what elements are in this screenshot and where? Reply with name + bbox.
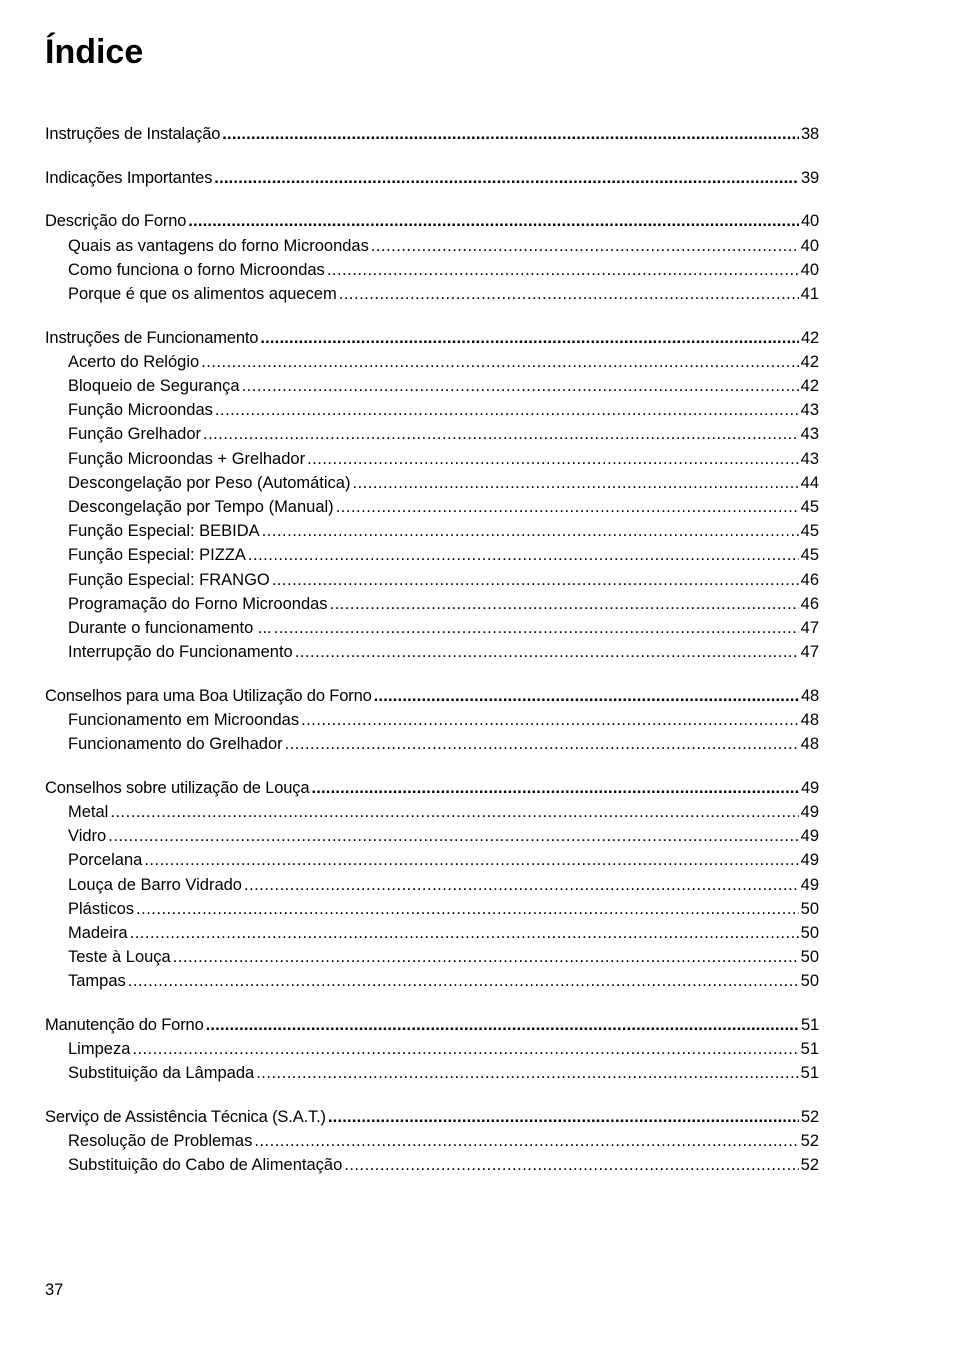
dot-leader	[254, 1132, 798, 1151]
toc-entry[interactable]	[45, 401, 819, 425]
dot-leader	[242, 377, 799, 396]
toc-entry[interactable]	[45, 803, 819, 827]
toc-entry-page: 42	[800, 377, 819, 395]
dot-leader	[248, 546, 799, 565]
toc-entry-page: 41	[800, 284, 819, 303]
toc-entry-page: 43	[800, 425, 819, 444]
toc-section	[45, 212, 819, 309]
toc-entry[interactable]	[45, 522, 819, 546]
toc-section	[45, 329, 819, 668]
toc-section	[45, 687, 819, 760]
toc-entry[interactable]	[45, 595, 819, 619]
toc-entry-page: 44	[800, 473, 819, 492]
toc-entry-title: Tampas	[68, 972, 126, 991]
toc-section	[45, 169, 819, 193]
toc-entry[interactable]	[45, 571, 819, 595]
toc-entry-page: 52	[800, 1132, 819, 1151]
toc-entry-page: 38	[800, 125, 819, 143]
toc-entry-title: Função Especial: BEBIDA	[68, 522, 260, 541]
toc-section-heading[interactable]	[45, 687, 819, 711]
toc-entry[interactable]	[45, 735, 819, 759]
toc-entry[interactable]	[45, 851, 819, 875]
dot-leader	[274, 619, 799, 638]
toc-entry-page: 52	[800, 1156, 819, 1175]
dot-leader	[222, 125, 799, 144]
page-title: Índice	[45, 33, 144, 71]
toc-entry[interactable]	[45, 924, 819, 948]
toc-entry-title: Descongelação por Tempo (Manual)	[68, 497, 334, 516]
dot-leader	[260, 329, 799, 348]
toc-entry-title: Madeira	[68, 923, 128, 942]
toc-entry[interactable]	[45, 972, 819, 996]
dot-leader	[374, 687, 799, 706]
toc-entry-page: 50	[800, 899, 819, 918]
dot-leader	[301, 711, 799, 730]
dot-leader	[136, 900, 799, 919]
dot-leader	[256, 1064, 798, 1083]
toc-entry-title: Quais as vantagens do forno Microondas	[68, 236, 369, 255]
toc-entry-title: Função Especial: FRANGO	[68, 570, 270, 589]
toc-section	[45, 1016, 819, 1089]
toc-entry[interactable]	[45, 619, 819, 643]
toc-entry-title: Programação do Forno Microondas	[68, 594, 328, 613]
toc-entry-page: 48	[800, 710, 819, 729]
dot-leader	[330, 595, 799, 614]
dot-leader	[371, 237, 799, 256]
dot-leader	[244, 876, 799, 895]
dot-leader	[214, 169, 799, 188]
dot-leader	[272, 571, 799, 590]
dot-leader	[203, 425, 799, 444]
toc-entry[interactable]	[45, 353, 819, 377]
toc-entry-title: Como funciona o forno Microondas	[68, 260, 325, 279]
toc-entry-page: 49	[800, 875, 819, 894]
toc-entry[interactable]	[45, 425, 819, 449]
toc-entry-page: 50	[800, 972, 819, 991]
dot-leader	[173, 948, 799, 967]
toc-entry-title: Conselhos sobre utilização de Louça	[45, 778, 310, 797]
toc-entry-page: 43	[800, 401, 819, 420]
toc-section	[45, 1108, 819, 1181]
toc-entry-page: 40	[800, 260, 819, 279]
toc-entry[interactable]	[45, 1064, 819, 1088]
toc-entry-page: 43	[800, 449, 819, 468]
toc-entry-page: 52	[800, 1108, 819, 1127]
toc-section	[45, 125, 819, 149]
toc-entry-title: Instruções de Funcionamento	[45, 328, 259, 347]
toc-entry[interactable]	[45, 450, 819, 474]
toc-entry-page: 49	[800, 851, 819, 870]
toc-entry-title: Porque é que os alimentos aquecem	[68, 284, 337, 303]
toc-entry-page: 47	[800, 643, 819, 662]
toc-entry-page: 51	[800, 1040, 819, 1059]
dot-leader	[344, 1156, 798, 1175]
table-of-contents	[45, 125, 819, 1200]
toc-entry[interactable]	[45, 1156, 819, 1180]
dot-leader	[132, 1040, 798, 1059]
toc-entry[interactable]	[45, 876, 819, 900]
dot-leader	[201, 353, 798, 372]
toc-section	[45, 779, 819, 997]
toc-entry[interactable]	[45, 237, 819, 261]
toc-entry-title: Indicações Importantes	[45, 168, 213, 187]
toc-entry-page: 39	[800, 168, 819, 187]
toc-entry-title: Função Microondas + Grelhador	[68, 449, 306, 468]
toc-entry-title: Resolução de Problemas	[68, 1132, 253, 1151]
toc-entry[interactable]	[45, 285, 819, 309]
toc-section-heading[interactable]	[45, 1108, 819, 1132]
toc-entry-title: Substituição do Cabo de Alimentação	[68, 1156, 343, 1175]
toc-entry-page: 45	[800, 497, 819, 516]
toc-entry-page: 48	[800, 735, 819, 754]
dot-leader	[352, 474, 798, 493]
toc-entry[interactable]	[45, 827, 819, 851]
toc-entry-title: Descrição do Forno	[45, 212, 187, 231]
toc-entry[interactable]	[45, 1040, 819, 1064]
toc-entry[interactable]	[45, 546, 819, 570]
toc-entry[interactable]	[45, 948, 819, 972]
toc-entry-page: 46	[800, 594, 819, 613]
toc-entry-title: Bloqueio de Segurança	[68, 377, 240, 395]
toc-entry-title: Interrupção do Funcionamento	[68, 643, 293, 662]
toc-entry-title: Instruções de Instalação	[45, 125, 221, 143]
toc-entry-page: 50	[800, 923, 819, 942]
toc-entry-title: Louça de Barro Vidrado	[68, 875, 242, 894]
toc-entry-page: 45	[800, 522, 819, 541]
toc-entry-page: 47	[800, 618, 819, 637]
dot-leader	[130, 924, 799, 943]
dot-leader	[128, 972, 799, 991]
toc-entry-page: 49	[800, 778, 819, 797]
toc-entry-title: Porcelana	[68, 851, 143, 870]
dot-leader	[307, 450, 799, 469]
toc-entry-page: 45	[800, 546, 819, 565]
toc-entry-title: Limpeza	[68, 1040, 131, 1059]
toc-entry-title: Acerto do Relógio	[68, 352, 200, 371]
toc-section-heading[interactable]	[45, 212, 819, 236]
toc-entry-page: 49	[800, 827, 819, 846]
toc-entry-title: Conselhos para uma Boa Utilização do Forno	[45, 686, 372, 705]
dot-leader	[295, 643, 799, 662]
toc-entry-title: Metal	[68, 803, 109, 821]
toc-entry-title: Função Grelhador	[68, 425, 201, 444]
dot-leader	[336, 498, 799, 517]
dot-leader	[262, 522, 799, 541]
toc-entry[interactable]	[45, 377, 819, 401]
toc-section-heading[interactable]	[45, 779, 819, 803]
toc-entry[interactable]	[45, 498, 819, 522]
toc-entry-title: Vidro	[68, 827, 107, 846]
dot-leader	[110, 803, 798, 822]
toc-entry-page: 51	[800, 1064, 819, 1083]
toc-entry[interactable]	[45, 643, 819, 667]
dot-leader	[144, 851, 798, 870]
toc-entry-title: Função Microondas	[68, 401, 213, 420]
toc-section-heading[interactable]	[45, 329, 819, 353]
toc-entry-title: Teste à Louça	[68, 948, 171, 967]
toc-entry[interactable]	[45, 900, 819, 924]
toc-entry-page: 51	[800, 1016, 819, 1034]
toc-entry-title: Serviço de Assistência Técnica (S.A.T.)	[45, 1108, 326, 1127]
dot-leader	[328, 1108, 799, 1127]
toc-entry-page: 48	[800, 686, 819, 705]
toc-entry[interactable]	[45, 261, 819, 285]
toc-entry-title: Durante o funcionamento ...	[68, 618, 272, 637]
dot-leader	[339, 285, 799, 304]
dot-leader	[215, 401, 799, 420]
dot-leader	[206, 1016, 799, 1035]
dot-leader	[188, 212, 799, 231]
toc-entry[interactable]	[45, 1132, 819, 1156]
toc-entry-title: Função Especial: PIZZA	[68, 546, 246, 565]
toc-entry-page: 40	[800, 212, 819, 231]
toc-entry[interactable]	[45, 711, 819, 735]
toc-entry-title: Manutenção do Forno	[45, 1016, 204, 1034]
toc-entry-page: 50	[800, 948, 819, 967]
toc-section-heading[interactable]	[45, 169, 819, 193]
toc-entry-page: 40	[800, 236, 819, 255]
dot-leader	[311, 779, 799, 798]
dot-leader	[327, 261, 799, 280]
toc-entry-page: 46	[800, 570, 819, 589]
toc-section-heading[interactable]	[45, 1016, 819, 1040]
toc-section-heading[interactable]	[45, 125, 819, 149]
toc-entry-page: 42	[800, 328, 819, 347]
page-number: 37	[45, 1281, 64, 1299]
dot-leader	[108, 827, 798, 846]
toc-entry-page: 49	[800, 803, 819, 821]
toc-entry-title: Descongelação por Peso (Automática)	[68, 473, 351, 492]
toc-entry-title: Substituição da Lâmpada	[68, 1064, 255, 1083]
toc-entry-page: 42	[800, 352, 819, 371]
toc-entry-title: Funcionamento em Microondas	[68, 710, 300, 729]
dot-leader	[285, 735, 799, 754]
toc-entry-title: Funcionamento do Grelhador	[68, 735, 283, 754]
toc-entry-title: Plásticos	[68, 899, 135, 918]
toc-entry[interactable]	[45, 474, 819, 498]
